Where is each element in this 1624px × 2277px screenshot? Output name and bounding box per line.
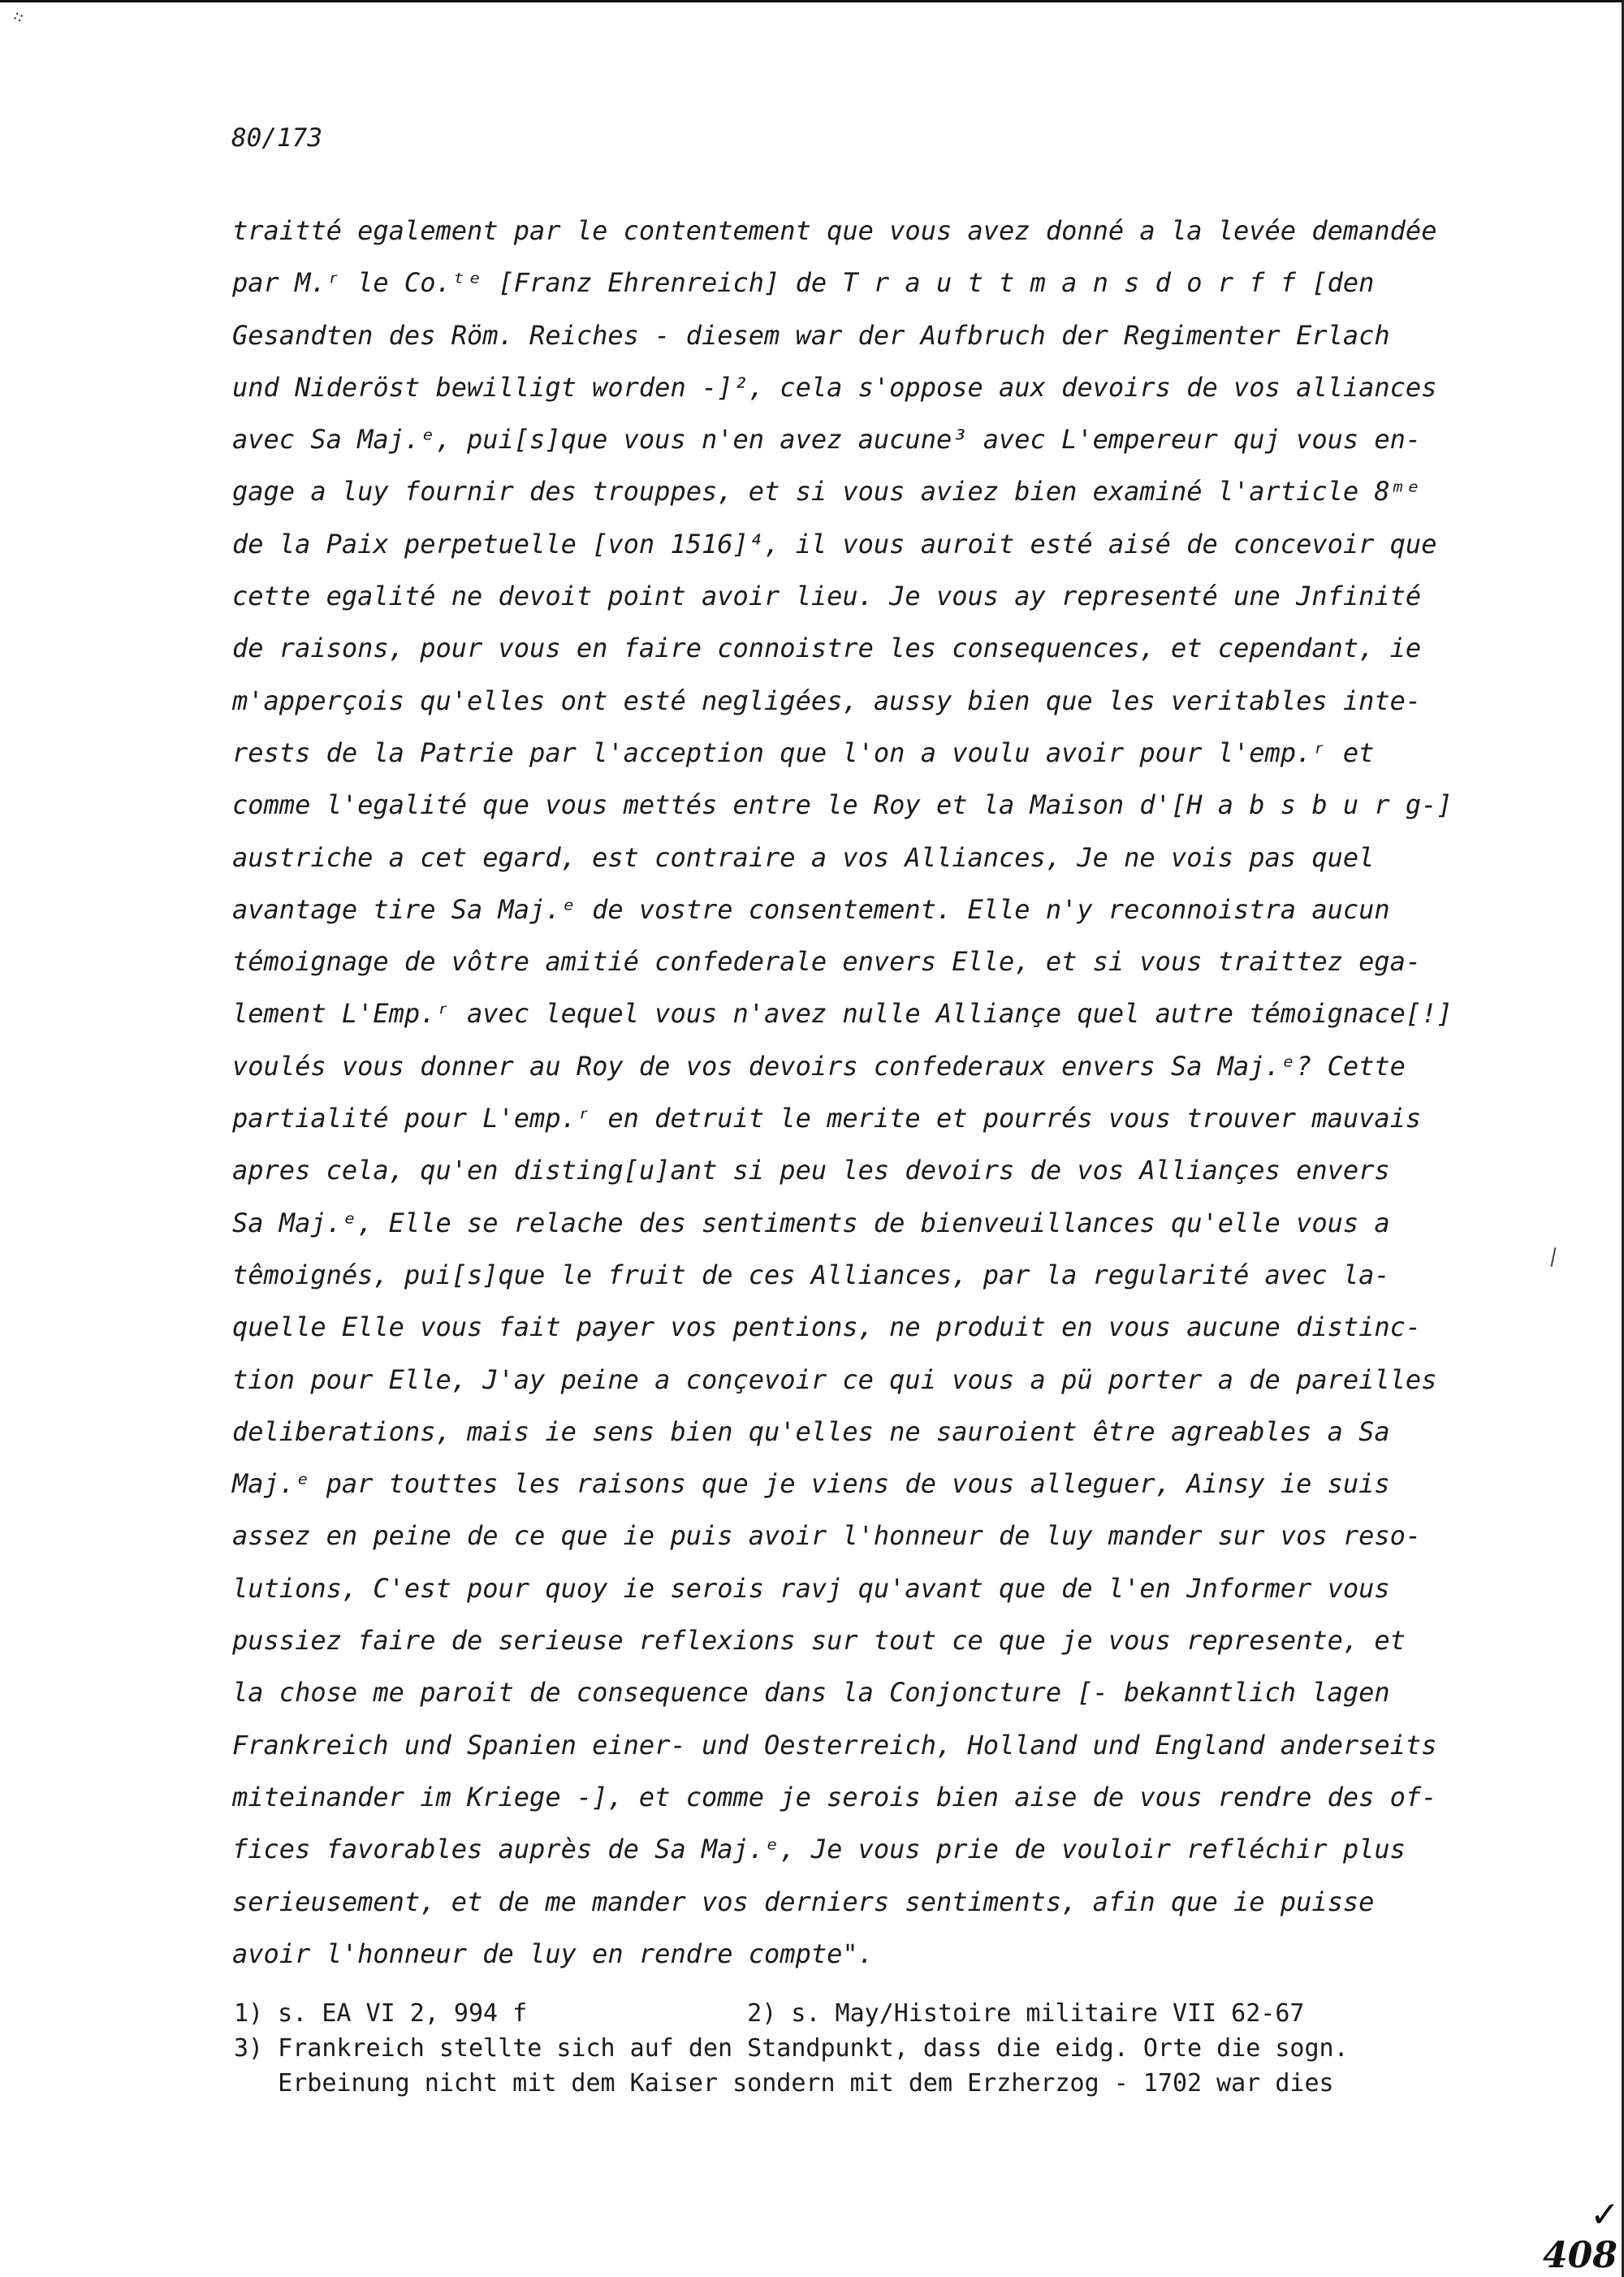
text-line: gage a luy fournir des trouppes, et si vous aviez bien examiné l'article 8ᵐᵉ <box>232 476 1422 508</box>
body-text <box>232 205 1499 1980</box>
text-line: tion pour Elle, J'ay peine a conçevoir ce qui vous a pü porter a de pareilles <box>232 1363 1437 1395</box>
text-line: par M.ʳ le Co.ᵗᵉ [Franz Ehrenreich] de T r a u t t m a n s d o r f f [den <box>232 267 1375 299</box>
text-line: quelle Elle vous fait payer vos pentions, ne produit en vous aucune distinc- <box>232 1311 1422 1343</box>
footnotes <box>234 1996 1501 2101</box>
text-line: la chose me paroit de consequence dans la Conjoncture [- bekanntlich lagen <box>232 1677 1390 1709</box>
text-line: lement L'Emp.ʳ avec lequel vous n'avez nulle Alliançe quel autre témoignace[!] <box>232 998 1453 1030</box>
top-border <box>0 0 1624 2</box>
text-line: fices favorables auprès de Sa Maj.ᵉ, Je vous prie de vouloir refléchir plus <box>232 1834 1406 1865</box>
text-line: voulés vous donner au Roy de vos devoirs confederaux envers Sa Maj.ᵉ? Cette <box>232 1050 1406 1082</box>
text-line: pussiez faire de serieuse reflexions sur tout ce que je vous represente, et <box>232 1625 1406 1657</box>
text-line: serieusement, et de me mander vos derniers sentiments, afin que ie puisse <box>232 1886 1375 1917</box>
text-line: deliberations, mais ie sens bien qu'elles ne sauroient être agreables a Sa <box>232 1415 1390 1447</box>
text-line: miteinander im Kriege -], et comme je serois bien aise de vous rendre des of- <box>232 1781 1437 1813</box>
text-line: avoir l'honneur de luy en rendre compte". <box>232 1938 874 1969</box>
text-line: rests de la Patrie par l'acception que l'on a voulu avoir pour l'emp.ʳ et <box>232 737 1375 768</box>
text-line: m'apperçois qu'elles ont esté negligées, aussy bien que les veritables inte- <box>232 685 1422 716</box>
text-line: traitté egalement par le contentement que vous avez donné a la levée demandée <box>232 215 1437 246</box>
text-line: témoignage de vôtre amitié confederale envers Elle, et si vous traittez ega- <box>232 946 1422 978</box>
text-line: lutions, C'est pour quoy ie serois ravj qu'avant que de l'en Jnformer vous <box>232 1572 1390 1604</box>
text-line: apres cela, qu'en disting[u]ant si peu les devoirs de vos Alliançes envers <box>232 1155 1390 1186</box>
footnote-line: 1) s. EA VI 2, 994 f 2) s. May/Histoire militaire VII 62-67 <box>234 1999 1305 2028</box>
folio-number: 408 <box>1543 2235 1618 2276</box>
text-line: avec Sa Maj.ᵉ, pui[s]que vous n'en avez aucune³ avec L'empereur quj vous en- <box>232 424 1422 456</box>
text-line: cette egalité ne devoit point avoir lieu. Je vous ay representé une Jnfinité <box>232 581 1422 612</box>
text-line: comme l'egalité que vous mettés entre le Roy et la Maison d'[H a b s b u r g-] <box>232 789 1453 821</box>
text-line: Gesandten des Röm. Reiches - diesem war der Aufbruch der Regimenter Erlach <box>232 319 1390 351</box>
check-mark: ✓ <box>1590 2194 1620 2236</box>
text-line: und Nideröst bewilligt worden -]², cela s'oppose aux devoirs de vos alliances <box>232 371 1437 403</box>
text-line: Sa Maj.ᵉ, Elle se relache des sentiments de bienveuillances qu'elle vous a <box>232 1207 1390 1238</box>
text-line: assez en peine de ce que ie puis avoir l'honneur de luy mander sur vos reso- <box>232 1520 1422 1552</box>
text-line: de raisons, pour vous en faire connoistre les consequences, et cependant, ie <box>232 633 1422 664</box>
footnote-line: 3) Frankreich stellte sich auf den Standpunkt, dass die eidg. Orte die sogn. <box>234 2034 1349 2063</box>
text-line: de la Paix perpetuelle [von 1516]⁴, il vous auroit esté aisé de concevoir que <box>232 528 1437 560</box>
text-line: Maj.ᵉ par touttes les raisons que je viens de vous alleguer, Ainsy ie suis <box>232 1468 1390 1500</box>
text-line: austriche a cet egard, est contraire a vos Alliances, Je ne vois pas quel <box>232 841 1375 873</box>
text-line: avantage tire Sa Maj.ᵉ de vostre consentement. Elle n'y reconnoistra aucun <box>232 893 1390 925</box>
page-reference: 80/173 <box>231 123 322 153</box>
margin-stroke <box>1551 1247 1557 1267</box>
text-line: têmoignés, pui[s]que le fruit de ces Alliances, par la regularité avec la- <box>232 1259 1390 1290</box>
text-line: partialité pour L'emp.ʳ en detruit le merite et pourrés vous trouver mauvais <box>232 1103 1422 1134</box>
scan-speck: ⁘ <box>8 6 30 31</box>
footnote-line: Erbeinung nicht mit dem Kaiser sondern mit dem Erzherzog - 1702 war dies <box>234 2069 1334 2098</box>
text-line: Frankreich und Spanien einer- und Oesterreich, Holland und England anderseits <box>232 1729 1437 1761</box>
